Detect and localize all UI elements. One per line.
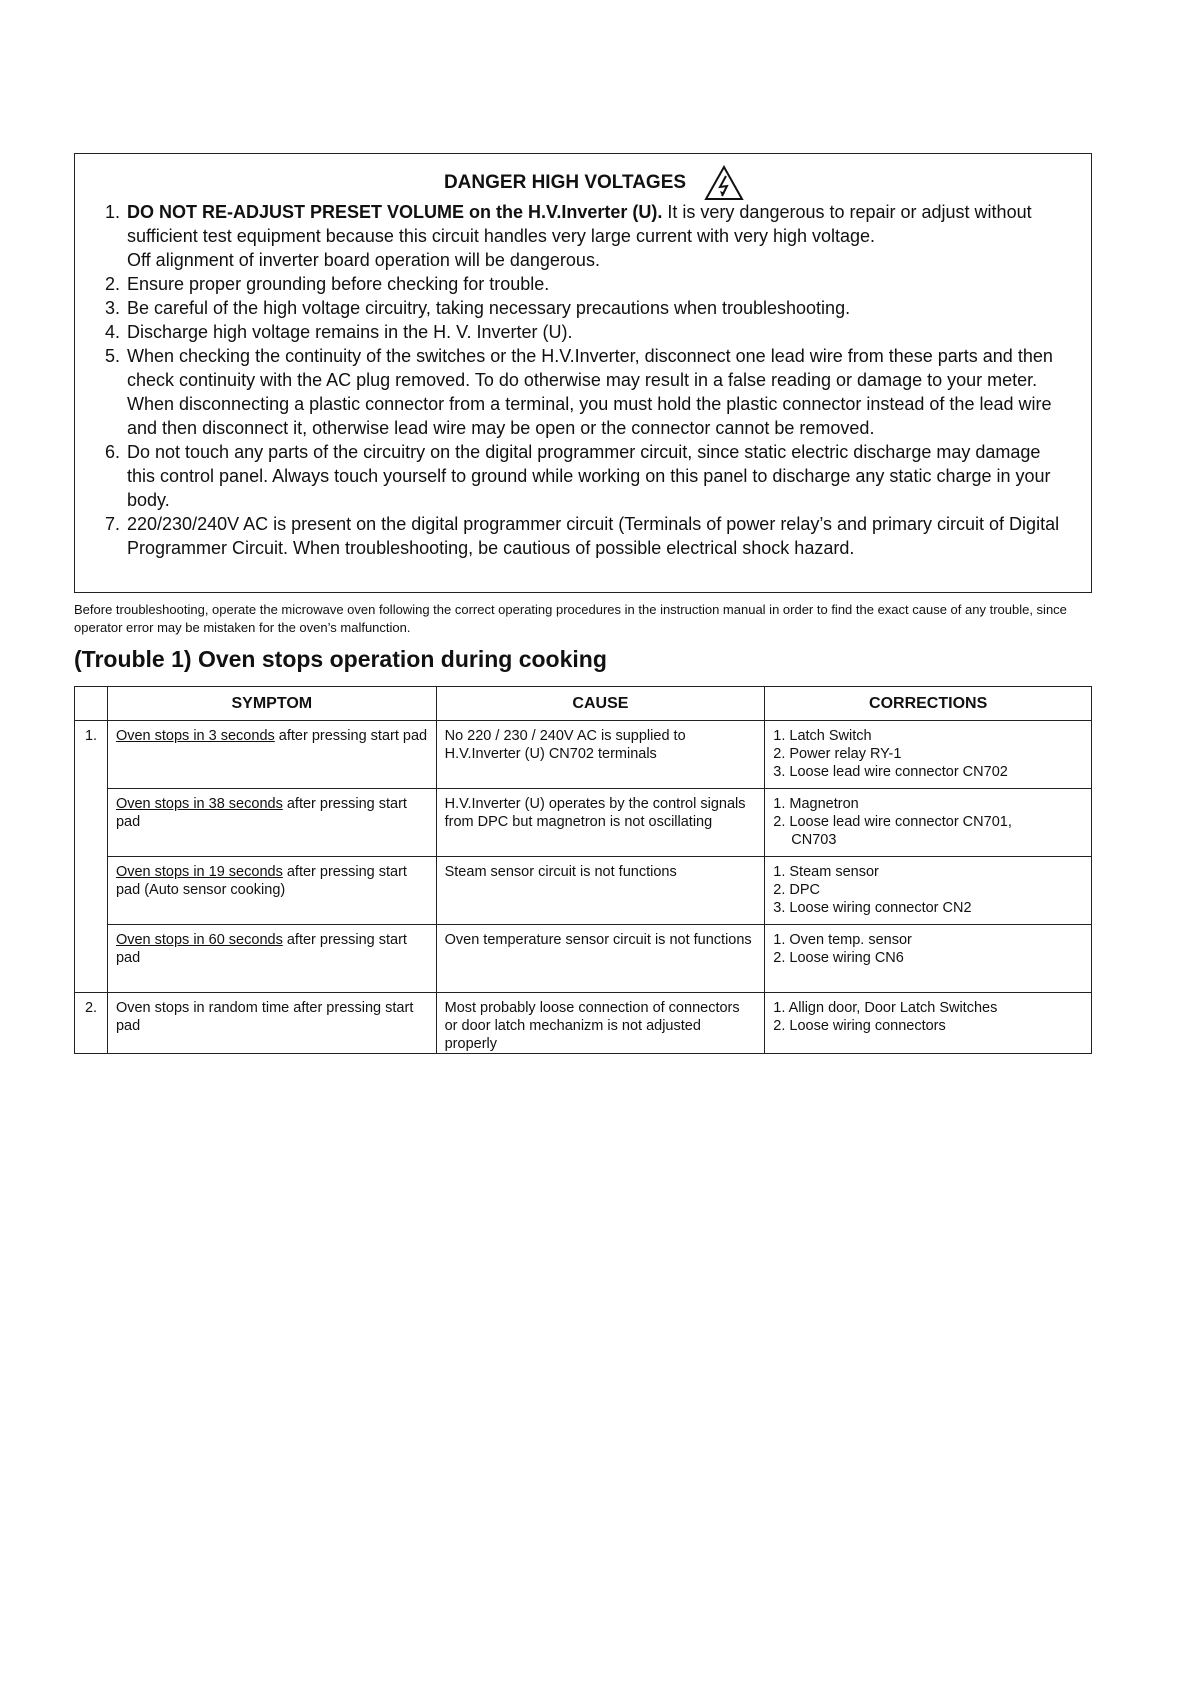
symptom-underlined: Oven stops in 38 seconds — [115, 796, 283, 812]
corrections-cell — [765, 721, 1092, 789]
danger-item-6: 6. Do not touch any parts of the circuitry on the digital programmer circuit, since static electric discharge may damage this control panel. Always touch yourself to ground while working on this panel to discharge any static charge in your body. — [125, 440, 1067, 512]
corrections-cell — [765, 925, 1092, 993]
troubleshooting-table — [74, 686, 1092, 1054]
correction-item: 3. Loose wiring connector CN2 — [773, 900, 972, 916]
symptom-cell — [107, 721, 436, 789]
danger-item-5: 5. When checking the continuity of the switches or the H.V.Inverter, disconnect one lead wire from these parts and then check continuity with the AC plug removed. To do otherwise may result in a false reading or damage to your meter. When disconnecting a plastic connector from a terminal, you must hold the plastic connector instead of the lead wire and then disconnect it, otherwise lead wire may be open or the connector cannot be removed. — [125, 344, 1067, 440]
cause-cell: H.V.Inverter (U) operates by the control signals from DPC but magnetron is not oscillating — [436, 789, 765, 857]
correction-item: 1. Allign door, Door Latch Switches — [773, 1000, 998, 1016]
high-voltage-warning-icon — [704, 165, 744, 201]
header-corrections: CORRECTIONS — [765, 687, 1092, 721]
row-number: 2. — [75, 993, 108, 1054]
danger-item-1-bold: DO NOT RE-ADJUST PRESET VOLUME on the H.V.Inverter (U). — [127, 202, 663, 222]
table-row — [75, 721, 1092, 789]
correction-item: 2. Power relay RY-1 — [773, 746, 902, 762]
table-row — [75, 789, 1092, 857]
symptom-rest: after pressing start pad (Auto sensor cooking) — [115, 864, 407, 898]
danger-item-2: 2. Ensure proper grounding before checking for trouble. — [125, 272, 1067, 296]
danger-item-1-text2: Off alignment of inverter board operation will be dangerous. — [127, 250, 600, 270]
danger-title-text: DANGER HIGH VOLTAGES — [443, 172, 687, 193]
table-header-row — [75, 687, 1092, 721]
danger-item-1 — [125, 200, 1067, 272]
danger-item-4: 4. Discharge high voltage remains in the H. V. Inverter (U). — [125, 320, 1067, 344]
symptom-cell — [107, 993, 436, 1054]
corrections-cell — [765, 993, 1092, 1054]
correction-item: 1. Latch Switch — [773, 728, 872, 744]
header-num — [75, 687, 108, 721]
cause-cell: Steam sensor circuit is not functions — [436, 857, 765, 925]
table-row — [75, 925, 1092, 993]
symptom-cell — [107, 857, 436, 925]
symptom-cell — [107, 925, 436, 993]
cause-cell: No 220 / 230 / 240V AC is supplied to H.V.Inverter (U) CN702 terminals — [436, 721, 765, 789]
symptom-underlined: Oven stops in 19 seconds — [115, 864, 283, 880]
correction-item: 2. Loose wiring CN6 — [773, 950, 904, 966]
cause-cell: Oven temperature sensor circuit is not functions — [436, 925, 765, 993]
corrections-cell — [765, 789, 1092, 857]
correction-item: 1. Oven temp. sensor — [773, 932, 912, 948]
symptom-rest: after pressing start pad — [115, 932, 407, 966]
header-symptom: SYMPTOM — [107, 687, 436, 721]
symptom-rest: after pressing start pad — [115, 796, 407, 830]
correction-item: 1. Steam sensor — [773, 864, 879, 880]
table-row — [75, 857, 1092, 925]
corrections-cell — [765, 857, 1092, 925]
symptom-cell — [107, 789, 436, 857]
correction-item: 2. Loose wiring connectors — [773, 1018, 946, 1034]
correction-item: 3. Loose lead wire connector CN702 — [773, 764, 1008, 780]
correction-item: 2. DPC — [773, 882, 821, 898]
table-row — [75, 993, 1092, 1054]
danger-list — [89, 200, 1067, 560]
header-cause: CAUSE — [436, 687, 765, 721]
correction-item-continuation: CN703 — [791, 832, 837, 848]
row-number: 1. — [75, 721, 108, 993]
intro-paragraph: Before troubleshooting, operate the microwave oven following the correct operating procedures in the instruction manual in order to find the exact cause of any trouble, since operator error may be mistaken for the oven’s malfunction. — [74, 602, 1067, 635]
danger-item-1-text: It is very dangerous to repair or adjust without sufficient test equipment because this circuit handles very large current with very high voltage. — [127, 202, 1032, 246]
correction-item: 1. Magnetron — [773, 796, 859, 812]
danger-title — [121, 166, 1067, 200]
correction-item: 2. Loose lead wire connector CN701, — [773, 814, 1012, 830]
cause-cell: Most probably loose connection of connectors or door latch mechanizm is not adjusted properly — [436, 993, 765, 1054]
symptom-underlined: Oven stops in 3 seconds — [115, 728, 275, 744]
trouble-title: (Trouble 1) Oven stops operation during cooking — [74, 646, 607, 672]
symptom-rest: after pressing start pad — [274, 728, 428, 744]
danger-item-7: 7. 220/230/240V AC is present on the digital programmer circuit (Terminals of power relay’s and primary circuit of Digital Programmer Circuit. When troubleshooting, be cautious of possible electrical shock hazard. — [125, 512, 1067, 560]
symptom-rest: Oven stops in random time after pressing start pad — [115, 1000, 414, 1034]
symptom-underlined: Oven stops in 60 seconds — [115, 932, 283, 948]
danger-item-3: 3. Be careful of the high voltage circuitry, taking necessary precautions when troubleshooting. — [125, 296, 1067, 320]
danger-box — [74, 153, 1092, 593]
